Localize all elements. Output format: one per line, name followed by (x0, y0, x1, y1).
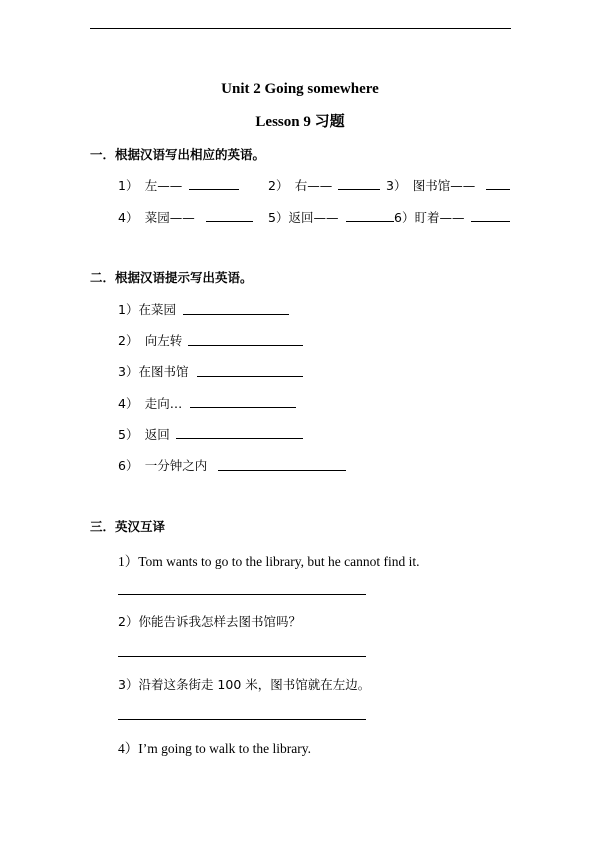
s1-item-4-label: 4） 菜园—— (118, 210, 195, 225)
s2-item-2-blank[interactable] (188, 345, 303, 346)
s3-item-1-prompt: 1）Tom wants to go to the library, but he cannot find it. (118, 554, 420, 569)
section-3-heading: 三．英汉互译 (90, 519, 166, 534)
s3-item-1-answer-line[interactable] (118, 594, 366, 595)
s3-item-2-prompt: 2）你能告诉我怎样去图书馆吗？ (118, 614, 301, 629)
s1-item-4-blank[interactable] (206, 221, 253, 222)
lesson-subtitle: Lesson 9 习题 (255, 114, 345, 130)
s2-item-6-blank[interactable] (218, 470, 346, 471)
s1-item-1-blank[interactable] (189, 189, 239, 190)
s2-item-3-label: 3）在图书馆 (118, 364, 189, 379)
s1-item-3-blank[interactable] (486, 189, 510, 190)
s2-item-5-blank[interactable] (176, 438, 303, 439)
section-2-heading: 二．根据汉语提示写出英语。 (90, 270, 253, 285)
s1-item-2-label: 2） 右—— (268, 178, 333, 193)
s1-item-3-label: 3） 图书馆—— (386, 178, 476, 193)
s1-item-5-label: 5）返回—— (268, 210, 339, 225)
s2-item-2-label: 2） 向左转 (118, 333, 183, 348)
s3-item-3-answer-line[interactable] (118, 719, 366, 720)
s1-item-5-blank[interactable] (346, 221, 394, 222)
s1-item-6-blank[interactable] (471, 221, 510, 222)
s2-item-4-blank[interactable] (190, 407, 296, 408)
s2-item-1-blank[interactable] (183, 314, 289, 315)
s3-item-2-answer-line[interactable] (118, 656, 366, 657)
s2-item-5-label: 5） 返回 (118, 427, 170, 442)
top-rule (90, 28, 511, 29)
s2-item-6-label: 6） 一分钟之内 (118, 458, 208, 473)
s2-item-1-label: 1）在菜园 (118, 302, 176, 317)
section-1-heading: 一．根据汉语写出相应的英语。 (90, 147, 266, 162)
s2-item-3-blank[interactable] (197, 376, 303, 377)
s1-item-2-blank[interactable] (338, 189, 380, 190)
s2-item-4-label: 4） 走向… (118, 396, 183, 411)
s3-item-3-prompt: 3）沿着这条街走 100 米，图书馆就在左边。 (118, 677, 371, 692)
s1-item-6-label: 6）盯着—— (394, 210, 465, 225)
page-title: Unit 2 Going somewhere (221, 81, 379, 97)
s1-item-1-label: 1） 左—— (118, 178, 183, 193)
s3-item-4-prompt: 4）I’m going to walk to the library. (118, 741, 311, 756)
